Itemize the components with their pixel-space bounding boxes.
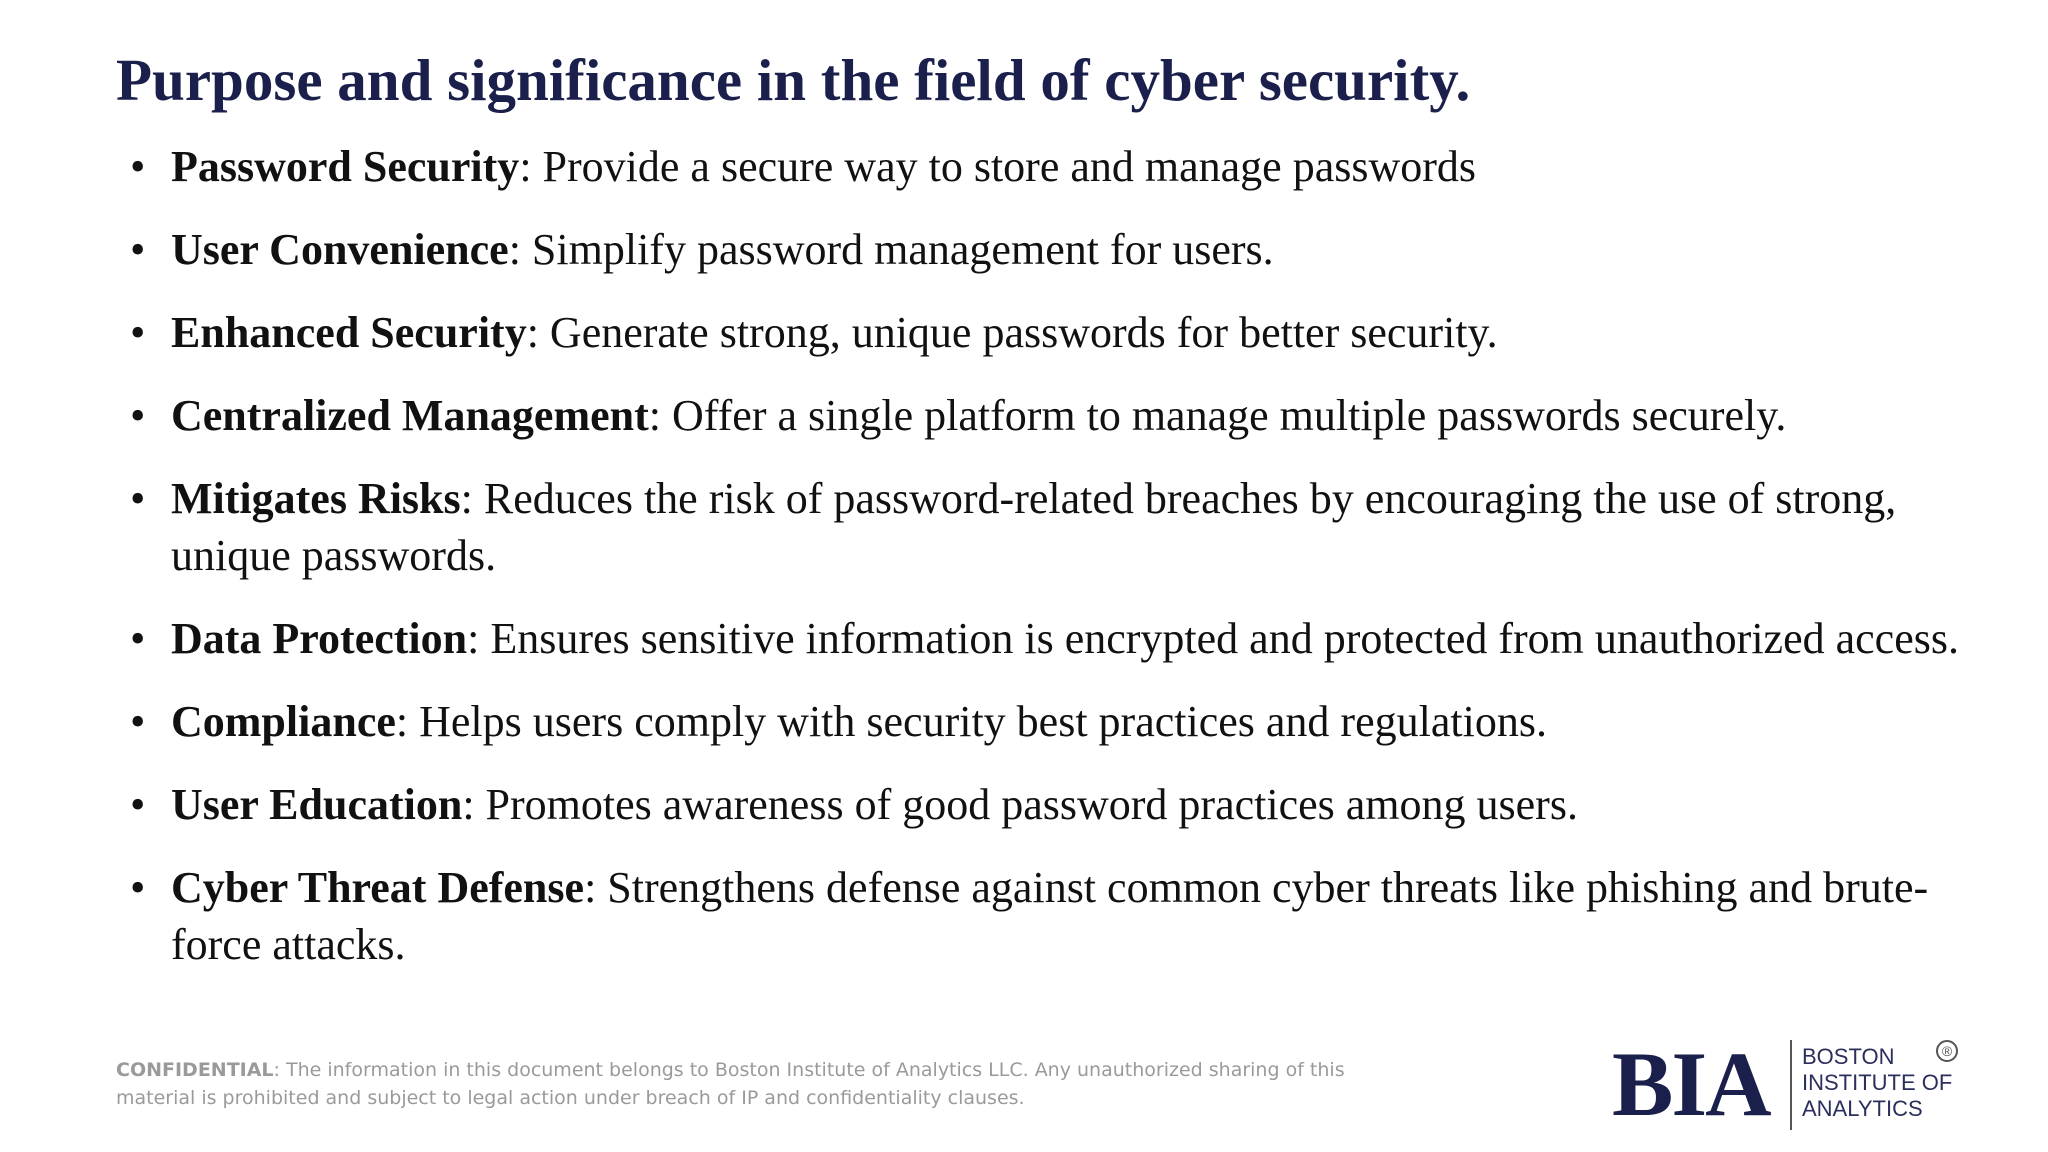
bullet-text: : Reduces the risk of password-related breaches by encouraging the use of strong, unique passwords. [171, 474, 1897, 580]
bullet-term: User Convenience [171, 225, 509, 274]
slide-title: Purpose and significance in the field of cyber security. [116, 47, 1471, 113]
bullet-item [116, 470, 1996, 584]
bullet-text: : Helps users comply with security best practices and regulations. [395, 697, 1547, 746]
confidential-text: : The information in this document belongs to Boston Institute of Analytics LLC. Any unauthorized sharing of this material is prohibited and subject to legal action under breach of IP and confidentiality clauses. [116, 1059, 1345, 1109]
bullet-dot-icon: • [130, 614, 146, 663]
bullet-item [116, 776, 1996, 833]
bullet-text: : Promotes awareness of good password practices among users. [462, 780, 1578, 829]
bullet-dot-icon: • [130, 142, 146, 191]
bullet-dot-icon: • [130, 697, 146, 746]
registered-icon: ® [1936, 1040, 1958, 1062]
bullet-item [116, 859, 1996, 973]
bia-logo [1612, 1033, 1962, 1135]
bullet-term: Compliance [171, 697, 396, 746]
bullet-term: Password Security [171, 142, 520, 191]
logo-mark: BIA [1612, 1033, 1770, 1135]
bullet-term: Enhanced Security [171, 308, 527, 357]
bullet-dot-icon: • [130, 391, 146, 440]
bullet-item [116, 693, 1996, 750]
bullet-dot-icon: • [130, 863, 146, 912]
bullet-text: : Simplify password management for users. [508, 225, 1274, 274]
bullet-term: Centralized Management [171, 391, 649, 440]
bullet-text: : Strengthens defense against common cyber threats like phishing and brute-force attacks. [171, 863, 1929, 969]
bullet-item [116, 138, 1996, 195]
logo-name [1802, 1044, 1952, 1122]
logo-divider [1790, 1040, 1792, 1130]
bullet-term: Data Protection [171, 614, 468, 663]
bullet-term: Mitigates Risks [171, 474, 461, 523]
bullet-text: : Provide a secure way to store and manage passwords [519, 142, 1477, 191]
bullet-dot-icon: • [130, 474, 146, 523]
bullet-dot-icon: • [130, 225, 146, 274]
confidential-notice [116, 1056, 1376, 1112]
bullet-text: : Offer a single platform to manage multiple passwords securely. [648, 391, 1787, 440]
logo-name-line: ANALYTICS [1802, 1096, 1923, 1121]
bullet-item [116, 221, 1996, 278]
bullet-list [116, 138, 1996, 999]
bullet-item [116, 610, 1996, 667]
logo-name-line: BOSTON [1802, 1044, 1895, 1069]
bullet-text: : Generate strong, unique passwords for better security. [526, 308, 1498, 357]
logo-name-line: INSTITUTE OF [1802, 1070, 1953, 1095]
confidential-label: CONFIDENTIAL [116, 1059, 274, 1081]
bullet-item [116, 387, 1996, 444]
bullet-text: : Ensures sensitive information is encrypted and protected from unauthorized access. [467, 614, 1959, 663]
bullet-term: Cyber Threat Defense [171, 863, 585, 912]
bullet-item [116, 304, 1996, 361]
bullet-dot-icon: • [130, 308, 146, 357]
bullet-dot-icon: • [130, 780, 146, 829]
bullet-term: User Education [171, 780, 463, 829]
